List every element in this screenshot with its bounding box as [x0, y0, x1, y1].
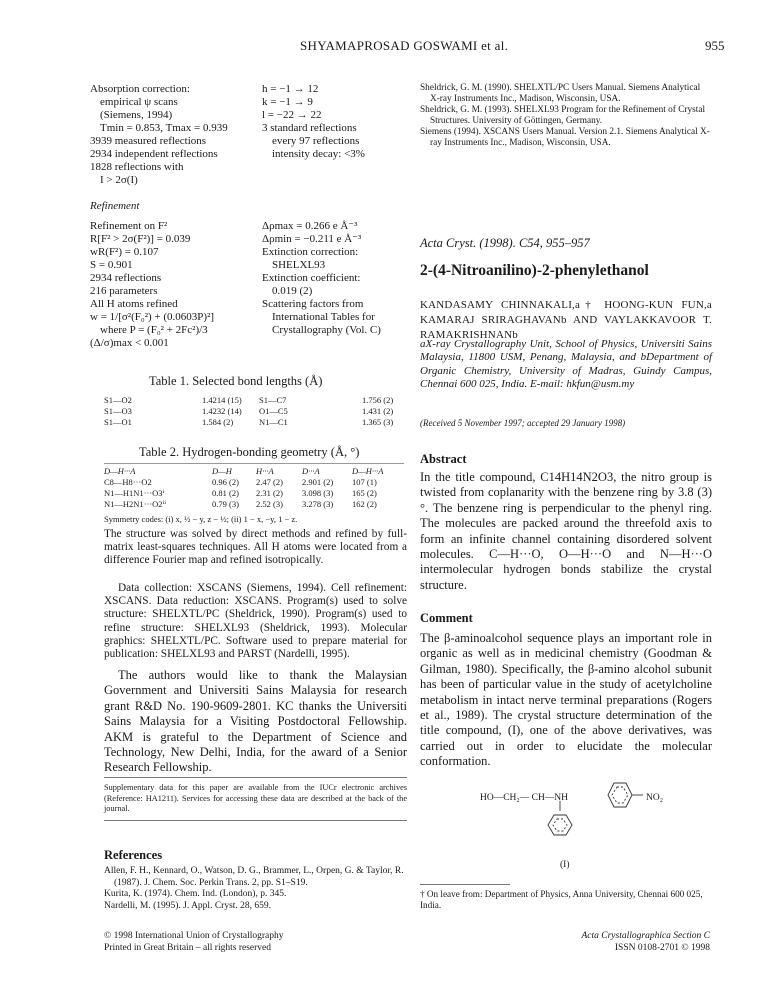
line: All H atoms refined [90, 298, 178, 310]
affiliation: aX-ray Crystallography Unit, School of Physics, Universiti Sains Malaysia, 11800 USM, Penang, Malaysia, and bDepartment of Organic Chemistry, University of Madras, Guindy Campus, Chennai 600 025, India. E-mail: hkfun@usm.my [420, 338, 712, 390]
table-header-cell: D—H···A [104, 466, 136, 476]
table-row [104, 499, 404, 510]
running-header [0, 38, 784, 60]
abstract-text: In the title compound, C14H14N2O3, the nitro group is twisted from coplanarity with the benzene ring by 3.8 (3)°. The benzene ring is perpendicular to the phenyl ring. The molecules are packed around the threefold axis to form an infinite channel containing disordered solvent molecules. C—H···O, O—H···O and N—H···O intermolecular hydrogen bonds stabilize the crystal structure. [420, 470, 712, 592]
right-references [420, 83, 712, 149]
line: 3 standard reflections [262, 122, 357, 134]
table-cell: 1.756 (2) [362, 395, 394, 405]
journal-section: Acta Crystallographica Section C [581, 931, 710, 941]
issn: ISSN 0108-2701 © 1998 [614, 942, 710, 953]
line: Extinction coefficient: [262, 272, 361, 284]
copyright-footer [104, 931, 284, 954]
refinement-right [262, 220, 412, 337]
nitrobenzene-ring [608, 783, 643, 807]
comment-heading: Comment [420, 611, 473, 625]
journal-footer [580, 931, 710, 954]
comment-text: The β-aminoalcohol sequence plays an important role in organic as well as in medicinal chemistry (Goodman & Gilman, 1980). Specifically, the β-amino alcohol subunit has been of particular value in the study of acetylcholine metabolism in intact nerve terminal preparations (Rogers et al., 1989). The crystal structure determination of the title compound, (I), one of the above derivatives, was carried out in order to elucidate the molecular conformation. [420, 631, 712, 769]
reference-item: Nardelli, M. (1995). J. Appl. Cryst. 28, 659. [104, 900, 272, 911]
methods-paragraph: The structure was solved by direct methods and refined by full-matrix least-squares techniques. All H atoms were located from a difference Fourier map and refined isotropically. [104, 528, 407, 567]
footnote: † On leave from: Department of Physics, Anna University, Chennai 600 025, India. [420, 889, 703, 910]
references-heading: References [104, 848, 163, 862]
table-cell: 2.47 (2) [256, 477, 283, 487]
references-list [104, 866, 407, 912]
table1 [104, 395, 404, 428]
line: intensity decay: <3% [272, 148, 365, 160]
table-header-row [104, 466, 404, 477]
line: Scattering factors from [262, 298, 364, 310]
line: 0.019 (2) [272, 285, 313, 297]
data-collection-right [262, 83, 412, 161]
line: 2934 reflections [90, 272, 162, 284]
line: Δρmin = −0.211 e Å⁻³ [262, 233, 362, 245]
table-cell: 2.901 (2) [302, 477, 334, 487]
page-number: 955 [705, 38, 725, 53]
line: w = 1/[σ²(F₀²) + (0.0603P)²] [90, 311, 215, 323]
line: S = 0.901 [90, 259, 133, 271]
line: Δρmax = 0.266 e Å⁻³ [262, 220, 358, 232]
phenyl-ring [548, 801, 572, 835]
software-paragraph: Data collection: XSCANS (Siemens, 1994). Cell refinement: XSCANS. Data reduction: XSCANS. Program(s) used to solve structure: SHELXTL/PC (Sheldrick, 1990). Program(s) used to refine structure: SHELXL93 (Sheldrick, 1993). Molecular graphics: SHELXTL/PC. Software used to prepare material for publication: SHELXL93 and PARST (Nardelli, 1995). [104, 582, 407, 661]
table-cell: C8—H8···O2 [104, 477, 152, 487]
table-row [104, 417, 404, 428]
supp-rule-top [104, 777, 407, 778]
table-cell: 1.4214 (15) [202, 395, 242, 405]
table-row [104, 395, 404, 406]
table-cell: 2.52 (3) [256, 499, 283, 509]
table-cell: 107 (1) [352, 477, 377, 487]
acknowledgements: The authors would like to thank the Malaysian Government and Universiti Sains Malaysia for research grant R&D No. 190-9609-2801. KC thanks the Universiti Sains Malaysia for a Visiting Postdoctoral Fellowship. AKM is grateful to the Department of Science and Technology, New Delhi, India, for the award of a Senior Research Fellowship. [104, 668, 407, 775]
table1-caption: Table 1. Selected bond lengths (Å) [149, 374, 323, 388]
line: where P = (F₀² + 2Fc²)/3 [100, 324, 208, 336]
table-cell: S1—O2 [104, 395, 132, 405]
line: 216 parameters [90, 285, 158, 297]
table-cell: 0.81 (2) [212, 488, 239, 498]
line: h = −1 → 12 [262, 83, 319, 95]
line: SHELXL93 [272, 259, 326, 271]
table-cell: 0.79 (3) [212, 499, 239, 509]
reference-item: Sheldrick, G. M. (1993). SHELXL93 Program for the Refinement of Crystal Structures. University of Göttingen, Germany. [420, 105, 706, 126]
symmetry-codes: Symmetry codes: (i) x, ½ − y, z − ½; (ii) 1 − x, −y, 1 − z. [104, 514, 298, 524]
line: Crystallography (Vol. C) [272, 324, 381, 336]
line: Tmin = 0.853, Tmax = 0.939 [100, 122, 228, 134]
compound-label: (I) [560, 860, 570, 870]
printed-line: Printed in Great Britain – all rights reserved [104, 942, 271, 953]
line: 2934 independent reflections [90, 148, 218, 160]
supplementary-note: Supplementary data for this paper are available from the IUCr electronic archives (Reference: HA1211). Services for accessing these data are described at the back of the journal. [104, 783, 407, 813]
table-cell: 1.584 (2) [202, 417, 234, 427]
reference-item: Siemens (1994). XSCANS Users Manual. Version 2.1. Siemens Analytical X-ray Instruments Inc., Madison, Wisconsin, USA. [420, 127, 710, 148]
abstract-heading: Abstract [420, 452, 467, 466]
table-cell: 165 (2) [352, 488, 377, 498]
reference-item: Sheldrick, G. M. (1990). SHELXTL/PC Users Manual. Siemens Analytical X-ray Instruments Inc., Madison, Wisconsin, USA. [420, 83, 701, 104]
table-cell: 2.31 (2) [256, 488, 283, 498]
table-header-cell: D—H···A [352, 466, 384, 476]
table-cell: O1—C5 [259, 406, 288, 416]
line: k = −1 → 9 [262, 96, 313, 108]
table-cell: N1—C1 [259, 417, 288, 427]
reference-item: Allen, F. H., Kennard, O., Watson, D. G., Brammer, L., Orpen, G. & Taylor, R. (1987). J. Chem. Soc. Perkin Trans. 2, pp. S1–S19. [104, 866, 404, 888]
received-dates: (Received 5 November 1997; accepted 29 January 1998) [420, 418, 626, 428]
table-cell: S1—O3 [104, 406, 132, 416]
table-cell: 1.431 (2) [362, 406, 394, 416]
line: Extinction correction: [262, 246, 359, 258]
reference-item: Kurita, K. (1974). Chem. Ind. (London), p. 345. [104, 889, 287, 899]
line: International Tables for [272, 311, 375, 323]
footnote-rule [420, 884, 510, 885]
copyright-line: © 1998 International Union of Crystallography [104, 931, 284, 941]
table-cell: N1—H2N1···O2ⁱⁱ [104, 499, 166, 509]
line: Refinement on F² [90, 220, 168, 232]
line: I > 2σ(I) [100, 174, 138, 186]
line: (Siemens, 1994) [100, 109, 173, 121]
table2 [104, 466, 404, 510]
nitro-group: NO₂ [646, 793, 664, 803]
table2-rule [104, 463, 404, 464]
table-cell: 162 (2) [352, 499, 377, 509]
table-cell: 1.365 (3) [362, 417, 394, 427]
line: R[F² > 2σ(F²)] = 0.039 [90, 233, 191, 245]
table-cell: N1—H1N1···O3ⁱ [104, 488, 165, 498]
table-row [104, 406, 404, 417]
table-cell: 3.098 (3) [302, 488, 334, 498]
table2-caption: Table 2. Hydrogen-bonding geometry (Å, °) [139, 445, 360, 459]
line: every 97 reflections [272, 135, 360, 147]
line: (Δ/σ)max < 0.001 [90, 337, 169, 349]
line: wR(F²) = 0.107 [90, 246, 159, 258]
running-title: SHYAMAPROSAD GOSWAMI et al. [300, 38, 509, 53]
table-header-cell: D···A [302, 466, 320, 476]
supp-rule-bottom [104, 820, 407, 821]
table-header-cell: H···A [256, 466, 274, 476]
data-collection-left [90, 83, 250, 187]
line: l = −22 → 22 [262, 109, 322, 121]
refinement-title: Refinement [90, 200, 140, 212]
table-header-cell: D—H [212, 466, 232, 476]
line: 1828 reflections with [90, 161, 184, 173]
line: empirical ψ scans [100, 96, 178, 108]
table-cell: S1—C7 [259, 395, 287, 405]
article-title: 2-(4-Nitroanilino)-2-phenylethanol [420, 262, 649, 279]
table-row [104, 488, 404, 499]
table-cell: 1.4232 (14) [202, 406, 242, 416]
scheme-chain: HO—CH₂— CH—NH [480, 793, 569, 803]
author-list: KANDASAMY CHINNAKALI,a† HOONG-KUN FUN,a KAMARAJ SRIRAGHAVANb AND VAYLAKKAVOOR T. RAMAKRISHNANb [420, 299, 712, 341]
table-cell: S1—O1 [104, 417, 132, 427]
line: Absorption correction: [90, 83, 190, 95]
table-row [104, 477, 404, 488]
article-citation: Acta Cryst. (1998). C54, 955–957 [420, 236, 590, 250]
refinement-left [90, 220, 255, 350]
line: 3939 measured reflections [90, 135, 207, 147]
table-cell: 0.96 (2) [212, 477, 239, 487]
table-cell: 3.278 (3) [302, 499, 334, 509]
structure-scheme [540, 770, 670, 860]
